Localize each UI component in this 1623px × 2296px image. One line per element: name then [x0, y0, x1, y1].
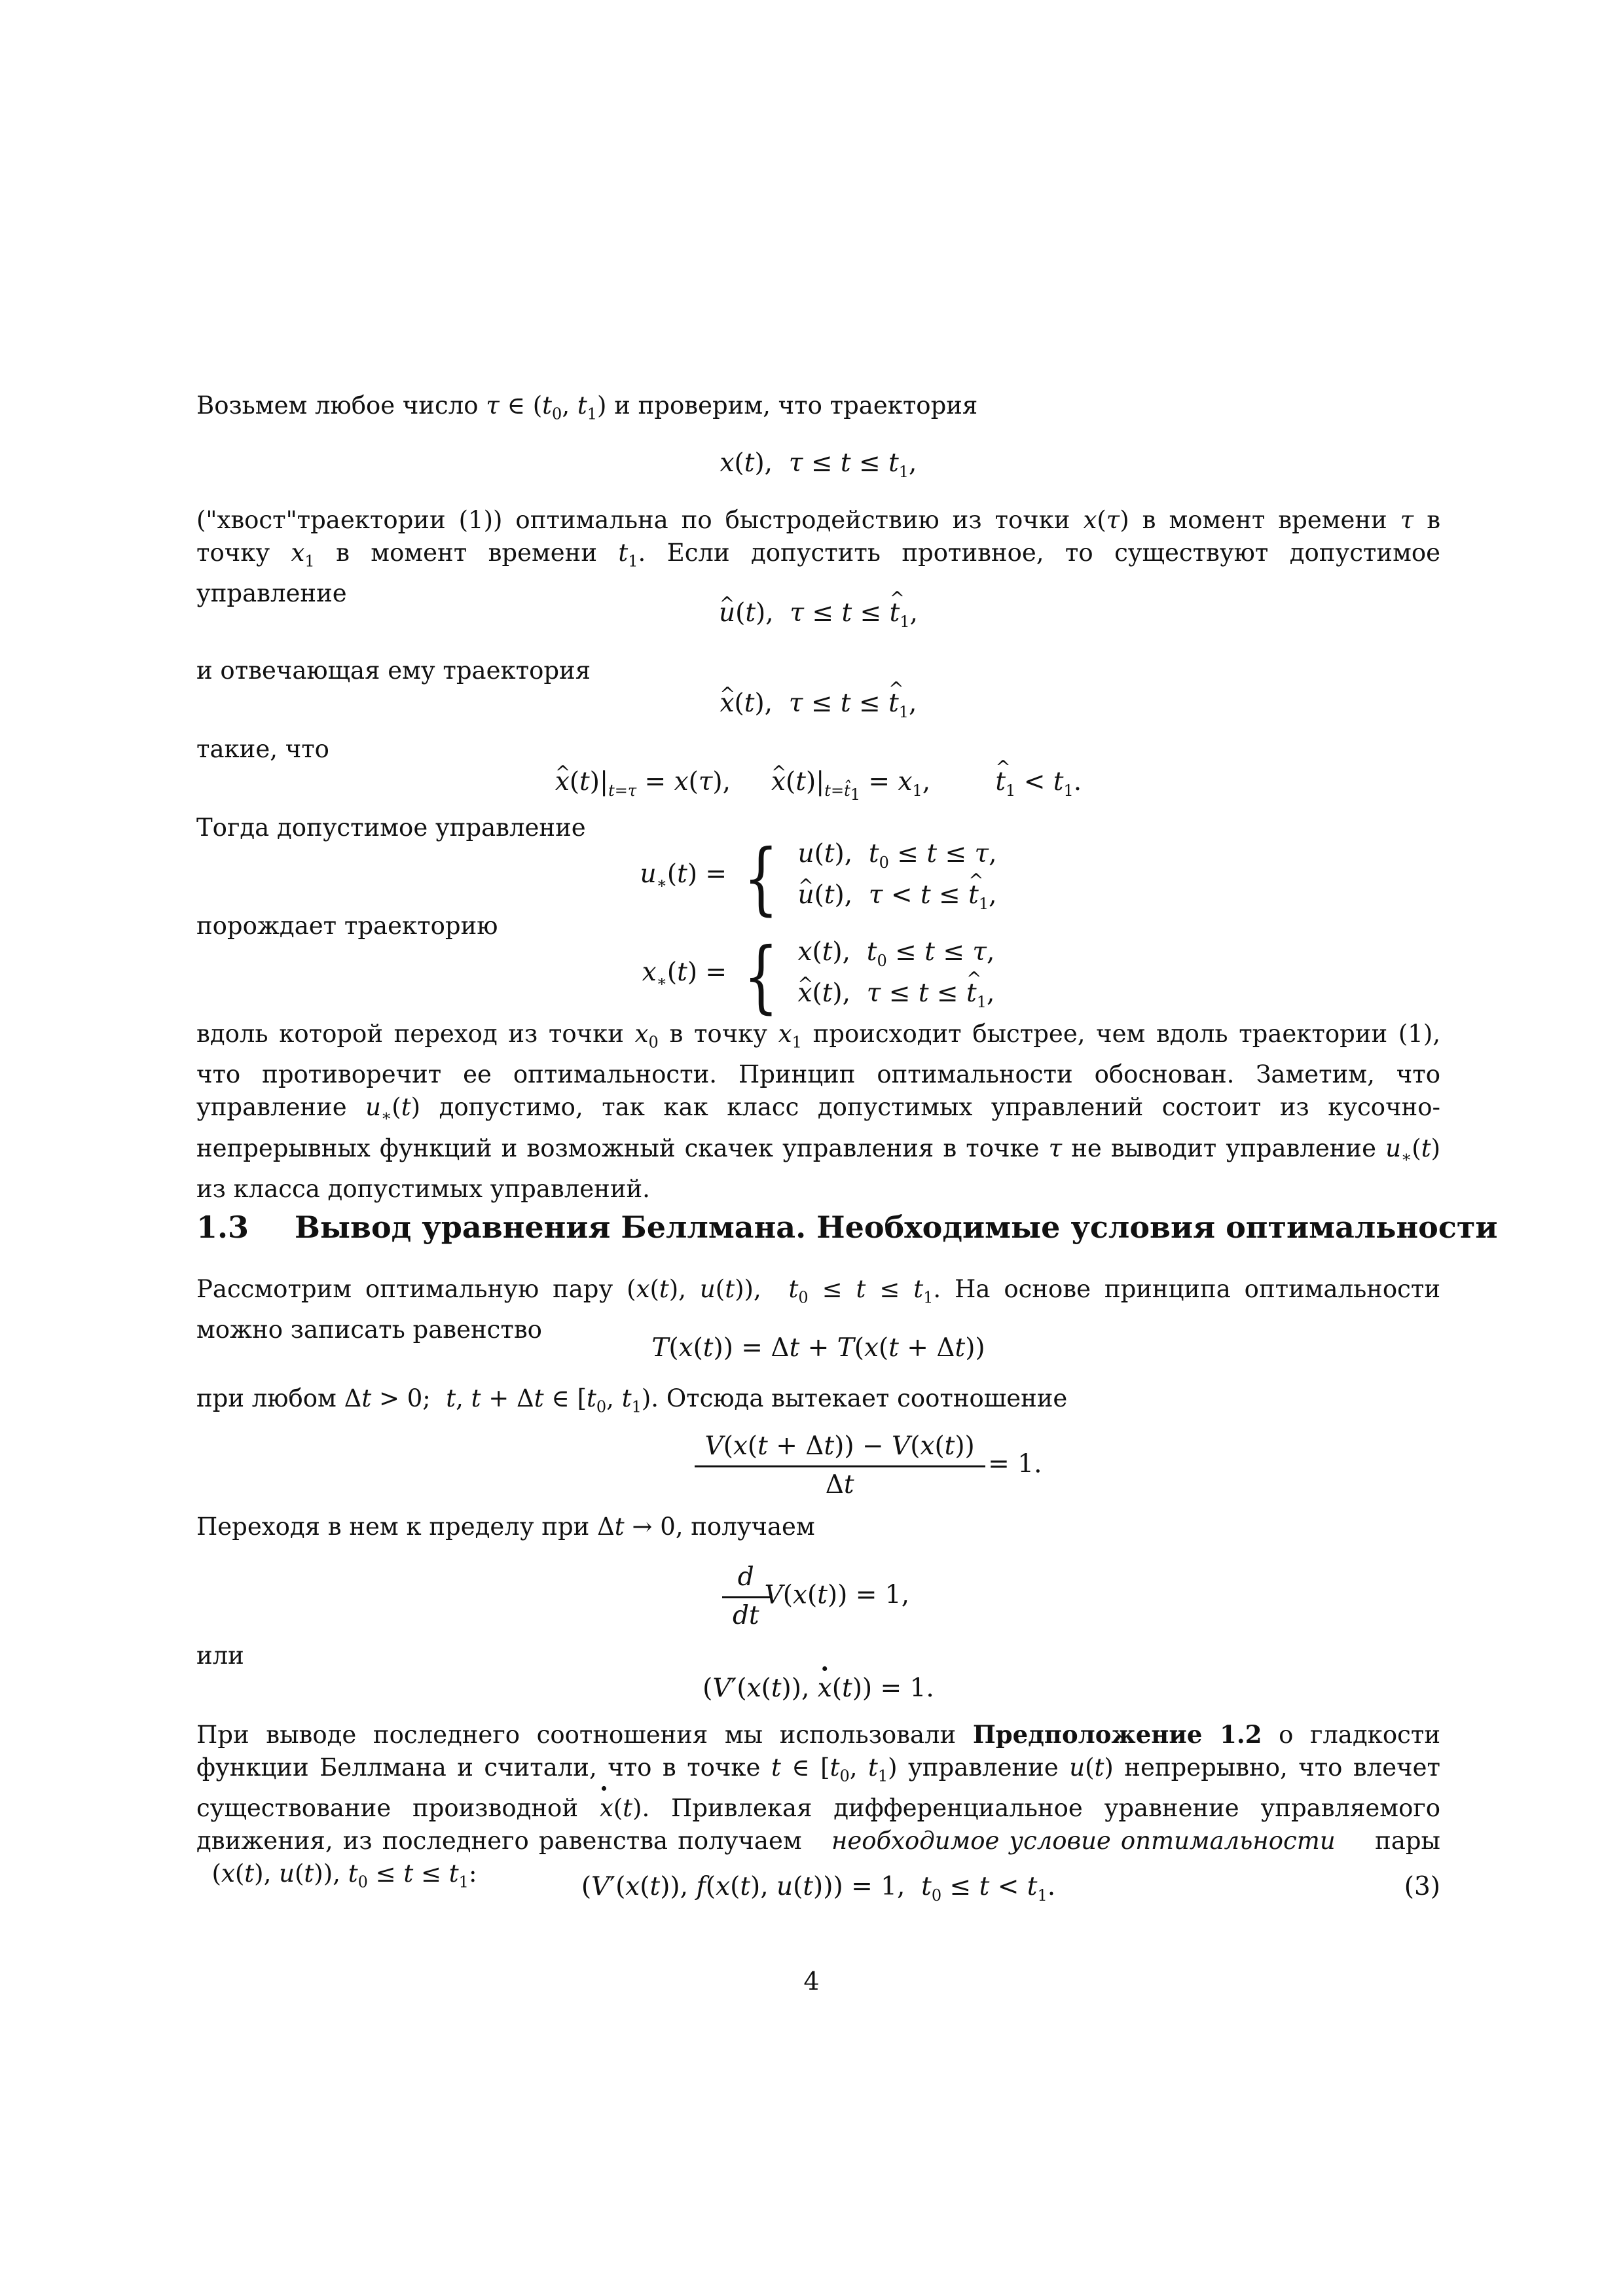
equation-u-hat: ^ u(t), τ ≤ t ≤ ^ $t_1$, — [196, 597, 1440, 638]
paragraph-trajectory-label: и отвечающая ему траектория — [196, 656, 591, 685]
paragraph-control-label: Тогда допустимое управление — [196, 814, 586, 842]
section-number: 1.3 — [196, 1210, 249, 1245]
paragraph-necessary-condition: При выводе последнего соотношения мы использовали Предположение 1.2 о гладкости функции Беллмана и считали, что в точке t ∈ [$t_0$, $t_1$) управление u(t) непрерывно, что влечет существование производной · x(t). Привлекая дифференциальное уравнение управляемого движения, из последнего равенства получаем необходимое условие оптимальности пары (x(t), u(t)), $t_0 \le t \le t_1$: — [196, 1718, 1440, 1899]
page-number: 4 — [803, 1967, 820, 1996]
equation-bellman-identity: T(x(t)) = Δt + T(x(t + Δt)) — [651, 1333, 985, 1363]
equation-gradient-form: (V′(x(t)), · x(t)) = 1. — [196, 1672, 1440, 1705]
section-title: Вывод уравнения Беллмана. Необходимые условия оптимальности — [295, 1210, 1498, 1245]
paragraph-or: или — [196, 1641, 244, 1670]
equation-difference-quotient: $\frac{V(x(t + \Delta t)) - V(x(t))}{\Delta t}$ = 1. — [249, 1430, 1493, 1501]
equation-tail-trajectory: x(t), $\tau \le t \le t_1$, — [720, 448, 917, 481]
paragraph-tail-optimal: ("хвост"траектории (1)) оптимальна по быстродействию из точки x(τ) в момент времени τ в точку $x_1$ в момент времени $t_1$. Если допустить противное, то существуют допустимое управление — [196, 506, 1441, 608]
section-heading — [196, 1208, 1497, 1247]
equation-boundary-conditions: ^ $x(t)|_{t=\tau} = x(\tau)$, ^ $x(t)|_{t=t̂_1} = x_1$, ^ $t_1 < t_1$. — [196, 766, 1440, 811]
paragraph-such-that: такие, что — [196, 735, 329, 763]
equation-u-star: $u_∗(t)$ = { u(t), $t_0 \le t \le \tau$, ^ u(t), τ < t ≤ ^ $t_1$, — [196, 838, 1440, 920]
paragraph-for-any-dt: при любом Δt > 0; t, t + Δt ∈ [$t_0$, $t_1$). Отсюда вытекает соотношение — [196, 1384, 1068, 1416]
paragraph-optimal-pair: Рассмотрим оптимальную пару (x(t), u(t)), $t_0 \le t \le t_1$. На основе принципа оптимальности можно записать равенство — [196, 1275, 1441, 1344]
equation-number: (3) — [1404, 1872, 1440, 1901]
paragraph-limit: Переходя в нем к пределу при Δt → 0, получаем — [196, 1513, 815, 1541]
equation-3: (V′(x(t)), f(x(t), u(t))) = 1, $t_0 \le t < t_1$. — [581, 1872, 1056, 1905]
paragraph-generates: порождает траекторию — [196, 912, 498, 940]
equation-x-hat: ^ x(t), τ ≤ t ≤ ^ $t_1$, — [196, 687, 1440, 728]
paragraph-intro: Возьмем любое число τ ∈ ($t_0$, $t_1$) и проверим, что траектория — [196, 391, 978, 423]
equation-x-star: $x_∗(t)$ = { x(t), $t_0 \le t \le \tau$, ^ x(t), τ ≤ t ≤ ^ $t_1$, — [196, 936, 1440, 1018]
paragraph-contradiction: вдоль которой переход из точки $x_0$ в точку $x_1$ происходит быстрее, чем вдоль траектории (1), что противоречит ее оптимальности. Принцип оптимальности обоснован. Заметим, что управление $u_∗(t)$ допустимо, так как класс допустимых управлений состоит из кусочно-непрерывных функций и возможный скачек управления в точке τ не выводит управление $u_∗(t)$ из класса допустимых управлений. — [196, 1020, 1441, 1204]
equation-derivative: $\frac{d}{dt}$ V(x(t)) = 1, — [196, 1561, 1440, 1632]
